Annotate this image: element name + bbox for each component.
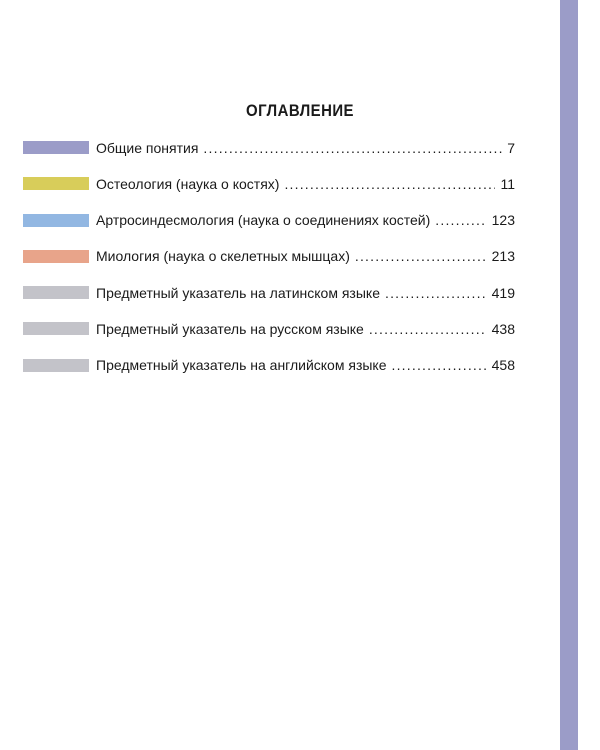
toc-entry-title: Предметный указатель на английском языке — [96, 357, 387, 374]
toc-entry[interactable] — [23, 137, 515, 158]
dot-leader — [435, 212, 486, 228]
toc-entry-page: 123 — [491, 212, 515, 229]
dot-leader — [369, 321, 487, 337]
section-color-swatch — [23, 177, 89, 190]
toc-entry-title: Артросиндесмология (наука о соединениях костей) — [96, 212, 431, 229]
toc-entry-title: Предметный указатель на латинском языке — [96, 284, 380, 301]
section-color-swatch — [23, 250, 89, 263]
toc-entry[interactable] — [23, 210, 515, 231]
dot-leader — [203, 140, 502, 156]
section-color-swatch — [23, 359, 89, 372]
toc-entry-title: Общие понятия — [96, 139, 199, 156]
section-color-swatch — [23, 141, 89, 154]
section-color-swatch — [23, 214, 89, 227]
toc-entry[interactable] — [23, 173, 515, 194]
toc-entry[interactable] — [23, 318, 515, 339]
toc-entry-title: Остеология (наука о костях) — [96, 175, 280, 192]
table-of-contents — [23, 137, 515, 391]
toc-entry-page: 419 — [491, 284, 515, 301]
dot-leader — [385, 285, 487, 301]
page-title: ОГЛАВЛЕНИЕ — [246, 101, 354, 120]
dot-leader — [355, 248, 487, 264]
toc-entry-title: Предметный указатель на русском языке — [96, 320, 364, 337]
toc-entry-page: 458 — [491, 357, 515, 374]
section-color-swatch — [23, 322, 89, 335]
toc-entry-page: 11 — [500, 175, 515, 192]
toc-entry[interactable] — [23, 355, 515, 376]
toc-entry-page: 213 — [491, 248, 515, 265]
toc-entry[interactable] — [23, 282, 515, 303]
toc-entry-page: 438 — [491, 320, 515, 337]
dot-leader — [392, 357, 487, 373]
dot-leader — [284, 176, 495, 192]
section-color-swatch — [23, 286, 89, 299]
toc-entry-title: Миология (наука о скелетных мышцах) — [96, 248, 350, 265]
toc-entry-page: 7 — [507, 139, 515, 156]
toc-entry[interactable] — [23, 246, 515, 267]
